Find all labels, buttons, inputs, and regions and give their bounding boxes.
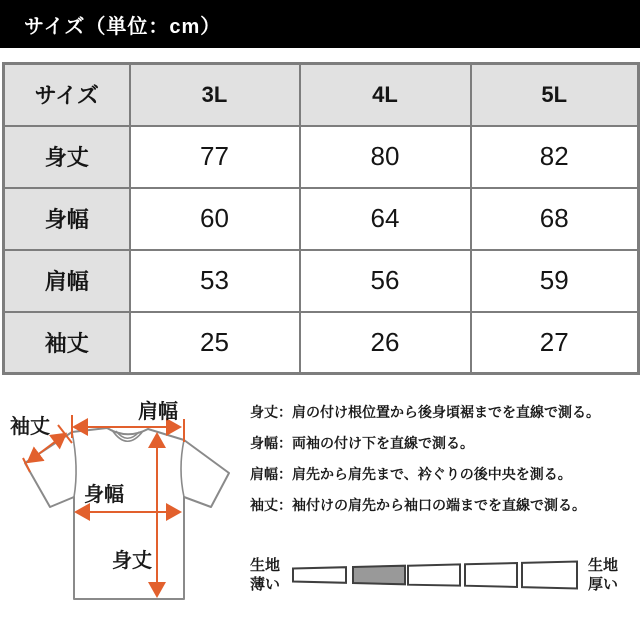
- table-row: [4, 312, 639, 374]
- size-table: [2, 62, 640, 375]
- title-bar: [0, 0, 640, 48]
- table-row: [4, 188, 639, 250]
- tshirt-outline: [25, 428, 229, 599]
- fabric-thick-line1: 生地: [588, 557, 619, 574]
- page-title: サイズ（単位：cm）: [24, 15, 222, 38]
- cell-value: 64: [300, 188, 471, 250]
- fabric-level-5: [522, 562, 577, 589]
- cell-value: 80: [300, 126, 471, 188]
- note-shoulder-width: 肩幅：肩先から肩先まで、衿ぐりの後中央を測る。: [250, 466, 572, 482]
- body-width-label: 身幅: [84, 484, 124, 506]
- note-body-width: 身幅：両袖の付け下を直線で測る。: [250, 435, 474, 451]
- header-cell-5l: 5L: [471, 64, 639, 126]
- fabric-thin-label: [250, 556, 280, 594]
- fabric-level-4: [465, 563, 517, 587]
- cell-value: 26: [300, 312, 471, 374]
- tshirt-measurement-diagram: [0, 385, 240, 620]
- cell-value: 68: [471, 188, 639, 250]
- fabric-thin-line2: 薄い: [250, 576, 281, 593]
- fabric-thick-line2: 厚い: [588, 576, 619, 593]
- note-body-length: 身丈：肩の付け根位置から後身頃裾までを直線で測る。: [250, 404, 600, 420]
- table-row: [4, 126, 639, 188]
- fabric-thick-label: [588, 556, 618, 594]
- table-row: [4, 250, 639, 312]
- header-cell-4l: 4L: [300, 64, 471, 126]
- measurement-notes: [250, 397, 640, 521]
- row-label: 身幅: [4, 188, 130, 250]
- sleeve-length-label: 袖丈: [10, 416, 50, 438]
- row-label: 肩幅: [4, 250, 130, 312]
- cell-value: 53: [130, 250, 300, 312]
- cell-value: 82: [471, 126, 639, 188]
- cell-value: 27: [471, 312, 639, 374]
- fabric-thickness-scale: [290, 556, 582, 596]
- cell-value: 59: [471, 250, 639, 312]
- header-cell-size: サイズ: [4, 64, 130, 126]
- fabric-level-2-selected: [353, 566, 405, 585]
- body-length-label: 身丈: [112, 550, 152, 572]
- cell-value: 77: [130, 126, 300, 188]
- row-label: 身丈: [4, 126, 130, 188]
- fabric-level-1: [293, 567, 346, 583]
- table-header-row: [4, 64, 639, 126]
- row-label: 袖丈: [4, 312, 130, 374]
- header-cell-3l: 3L: [130, 64, 300, 126]
- cell-value: 25: [130, 312, 300, 374]
- fabric-thin-line1: 生地: [250, 557, 281, 574]
- fabric-level-3: [408, 564, 460, 585]
- cell-value: 60: [130, 188, 300, 250]
- shoulder-width-label: 肩幅: [138, 401, 178, 423]
- note-sleeve-length: 袖丈：袖付けの肩先から袖口の端までを直線で測る。: [250, 497, 586, 513]
- cell-value: 56: [300, 250, 471, 312]
